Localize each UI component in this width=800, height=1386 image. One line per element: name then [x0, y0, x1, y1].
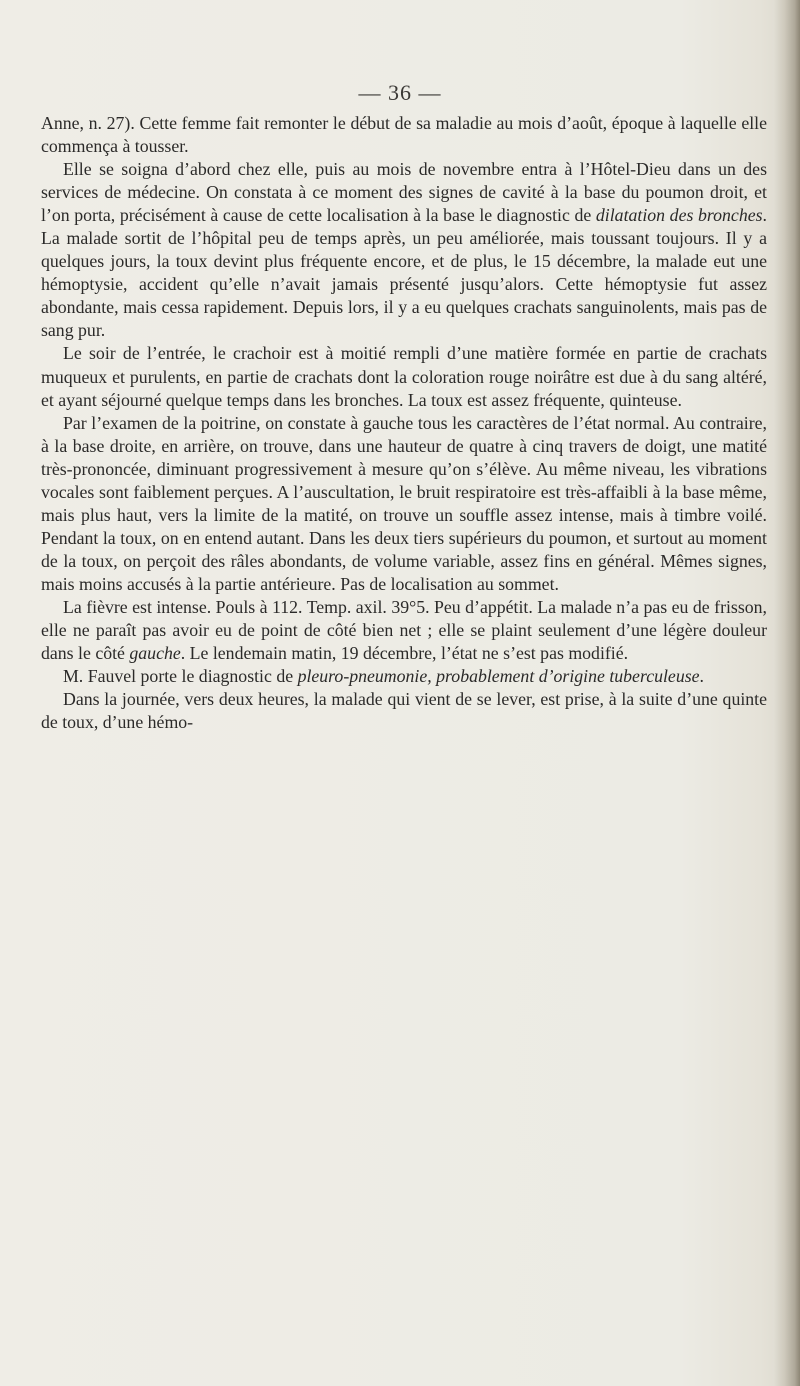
paragraph — [41, 665, 767, 688]
text-segment: Par l’examen de la poitrine, on constate à gauche tous les caractères de l’état normal. Au contraire, à la base droite, en arrière, on trouve, dans une hauteur de quatre à cinq travers de doigt, une matité très-prononcée, diminuant progressivement à mesure qu’on s’élève. Au même niveau, les vibrations vocales sont faiblement perçues. A l’auscultation, le bruit respiratoire est très-affaibli à la base même, mais plus haut, vers la limite de la matité, on trouve un souffle assez intense, mais à timbre voilé. Pendant la toux, on en entend autant. Dans les deux tiers supérieurs du poumon, et surtout au moment de la toux, on perçoit des râles abondants, de volume variable, assez fins en général. Mêmes signes, mais moins accusés à la partie antérieure. Pas de localisation au sommet. — [41, 412, 767, 594]
text-segment: Elle se soigna d’abord chez elle, puis au mois de novembre entra à l’Hôtel-Dieu dans un des services de médecine. On constata à ce moment des signes de cavité à la base du poumon droit, et l’on porta, précisément à cause de cette localisation à la base le diagnostic de — [41, 159, 767, 226]
page-number: — 36 — — [358, 80, 442, 105]
paragraph — [41, 412, 767, 596]
text-segment: La fièvre est intense. Pouls à 112. Temp. axil. 39°5. Peu d’appétit. La malade n’a pas eu de frisson, elle ne paraît pas avoir eu de point de côté bien net ; elle se plaint seulement d’une légère douleur dans le côté — [41, 596, 767, 664]
paragraph — [41, 596, 767, 665]
text-segment: Le soir de l’entrée, le crachoir est à moitié rempli d’une matière formée en partie de crachats muqueux et purulents, en partie de crachats dont la coloration rouge noirâtre est due à du sang altéré, et ayant séjourné quelque temps dans les bronches. La toux est assez fréquente, quinteuse. — [41, 343, 767, 410]
paragraph — [41, 688, 767, 734]
text-segment: . — [699, 666, 704, 687]
paragraph — [41, 342, 767, 411]
paragraph — [41, 112, 767, 158]
text-segment-italic: pleuro-pneumonie, probablement d’origine tuberculeuse — [297, 666, 700, 687]
text-segment: . La malade sortit de l’hôpital peu de temps après, un peu améliorée, mais toussant toujours. Il y a quelques jours, la toux devint plus fréquente encore, et de plus, le 15 décembre, la malade eut une hémoptysie, accident qu’elle n’avait jamais présenté jusqu’alors. Cette hémoptysie fut assez abondante, mais cessa rapidement. Depuis lors, il y a eu quelques crachats sanguinolents, mais pas de sang pur. — [41, 205, 767, 341]
page-text — [41, 112, 767, 734]
text-segment: M. Fauvel porte le diagnostic de — [63, 666, 298, 687]
text-segment: Dans la journée, vers deux heures, la malade qui vient de se lever, est prise, à la suite d’une quinte de toux, d’une hémo- — [41, 689, 767, 733]
text-segment-italic: gauche — [129, 643, 181, 664]
paragraph — [41, 158, 767, 342]
book-spine-shadow — [774, 0, 800, 1386]
text-segment-italic: dilatation des bronches — [595, 205, 763, 226]
text-segment: . Le lendemain matin, 19 décembre, l’état ne s’est pas modifié. — [180, 643, 629, 664]
text-segment: Anne, n. 27). Cette femme fait remonter le début de sa maladie au mois d’août, époque à laquelle elle commença à tousser. — [41, 113, 767, 157]
